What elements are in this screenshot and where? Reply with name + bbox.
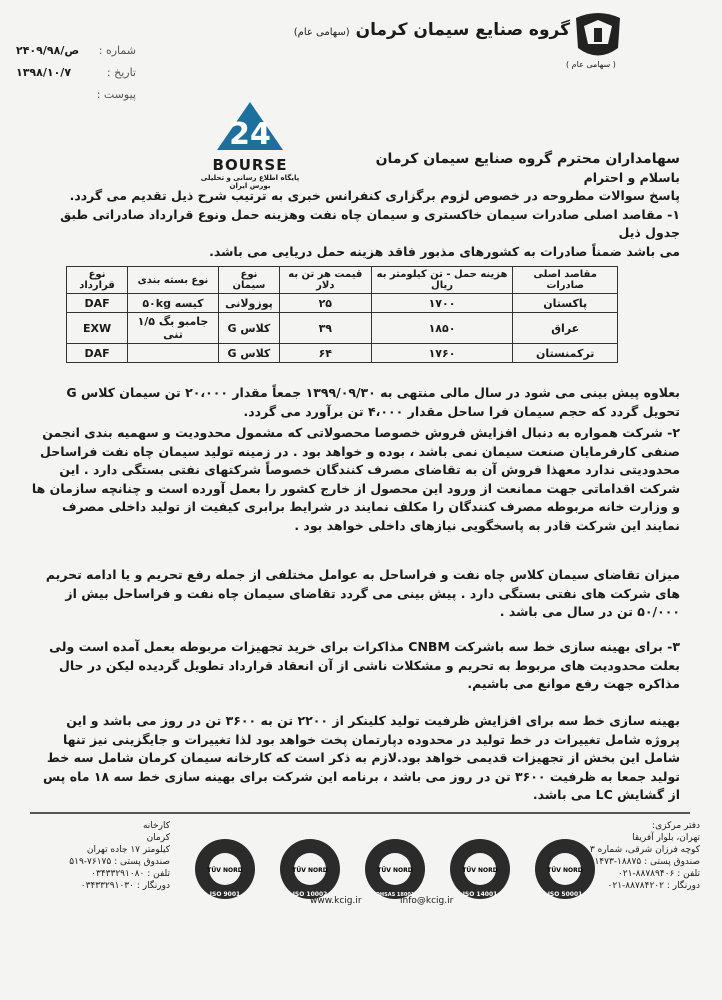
section-3: ۳- برای بهینه سازی خط سه باشرکت CNBM مذاکرات برای خرید تجهیزات مربوطه بعمل آمده است ولی بعلت محدودیت های مربوط به تحریم و مشکلات ناشی از آن انعقاد قرارداد تطویل گردیده لیکن در حال مذاکره جهت رفع موانع می باشیم. — [49, 639, 680, 691]
table-row: پاکستان ۱۷۰۰ ۲۵ پوزولانی کیسه ۵۰kg DAF — [67, 294, 618, 313]
iso-badge — [360, 834, 430, 904]
logo-subtitle: ( سهامی عام ) — [566, 60, 616, 69]
svg-text:TÜV NORD: TÜV NORD — [462, 867, 498, 874]
certificate-seal-icon — [190, 834, 260, 904]
iso-badge — [445, 834, 515, 904]
reference-block — [16, 40, 136, 106]
svg-text:ISO 10002: ISO 10002 — [292, 891, 328, 898]
bourse-logo-icon — [215, 100, 285, 152]
iso-badge — [275, 834, 345, 904]
col-packaging: نوع بسته بندی — [128, 267, 219, 294]
footer-divider — [30, 812, 690, 814]
col-cement-type: نوع سیمان — [218, 267, 279, 294]
svg-text:ISO 50001: ISO 50001 — [547, 891, 583, 898]
certificate-seal-icon — [275, 834, 345, 904]
ref-date: تاریخ : ۱۳۹۸/۱۰/۷ — [16, 66, 136, 79]
section-1-line-2: می باشد ضمناً صادرات به کشورهای مذبور فاقد هزینه حمل دریایی می باشد. — [209, 243, 680, 259]
export-table — [66, 266, 618, 363]
col-transport-cost: هزینه حمل - تن کیلومتر به ریال — [371, 267, 513, 294]
svg-text:24: 24 — [229, 117, 271, 152]
section-1-line-1: ۱- مقاصد اصلی صادرات سیمان خاکستری و سیمان چاه نفت وهزینه حمل ونوع قرارداد صادراتی طبق جدول ذیل — [60, 206, 680, 240]
bourse-name: BOURSE — [212, 156, 288, 174]
footer — [20, 820, 710, 920]
svg-text:OHSAS 18001: OHSAS 18001 — [375, 892, 415, 898]
certificate-seal-icon — [445, 834, 515, 904]
svg-text:TÜV NORD: TÜV NORD — [292, 867, 328, 874]
bourse-tagline: پایگاه اطلاع رسانی و تحلیلی بورس ایران — [200, 174, 300, 190]
svg-text:TÜV NORD: TÜV NORD — [377, 867, 413, 874]
ref-attachment: پیوست : — [96, 88, 136, 101]
svg-text:ISO 14001: ISO 14001 — [462, 891, 498, 898]
office-address: دفتر مرکزی: تهران، بلوار آفریقا کوچه فرزان شرقی، شماره ۳ صندوق پستی : ۱۸۸۷۵-۱۴۷۳ تلفن : ۸۸۷۸۹۴۰۶-۰۲۱ دورنگار : ۸۸۷۸۴۲۰۲-۰۲۱ — [589, 821, 700, 891]
svg-text:ISO 9001: ISO 9001 — [209, 891, 241, 898]
ref-number: شماره : ۲۴۰۹/ص/۹۸ — [16, 44, 136, 57]
factory-address: کارخانه کرمان کیلومتر ۱۷ جاده تهران صندوق پستی : ۷۶۱۷۵-۵۱۹ تلفن : ۰۳۴۳۳۲۹۱۰۸۰ دورنگار : ۰۳۴۳۳۲۹۱۰۳۰ — [69, 821, 170, 891]
website[interactable]: www.kcig.ir — [310, 896, 362, 906]
recipient: سهامداران محترم گروه صنایع سیمان کرمان — [375, 151, 680, 167]
section-2-demand: میزان تقاضای سیمان کلاس چاه نفت و فراساحل به عوامل مختلفی از جمله رفع تحریم و یا ادامه تحریم های شرکت های نفتی بستگی دارد . پیش بینی می گردد تقاضای سیمان چاه نفت و فراساحل بیش از ۵۰/۰۰۰ تن در سال می باشد . — [45, 567, 680, 619]
intro-text: پاسخ سوالات مطروحه در خصوص لزوم برگزاری کنفرانس خبری به ترتیب شرح ذیل تقدیم می گردد. — [69, 188, 680, 203]
certificate-seal-icon — [360, 834, 430, 904]
col-destination: مقاصد اصلی صادرات — [513, 267, 618, 294]
col-contract: نوع قرارداد — [67, 267, 128, 294]
section-2: ۲- شرکت همواره به دنبال افزایش فروش خصوصا محصولاتی که مشمول محدودیت و سهمیه بندی انجمن صنفی کارفرمایان صنعت سیمان نمی باشد ، بوده و خواهد بود . در زمینه تولید سیمان چاه نفت فراساحل محدودیتی ندارد معهذا فروش آن به تقاضای مصرف کنندگان خصوصاً شرکتهای نفتی بستگی دارد . این شرکت اقداماتی جهت ممانعت از ورود این محصول از خارج کشور را بعمل آورده است و چنانچه سازمان ها و وزارت خانه مربوطه مصرف کنندگان را مکلف نمایند در شرایط برابری کیفیت از تولید داخلی مصرف نمایند این شرکت قادر به پاسخگویی نیازهای داخلی خواهد بود . — [31, 425, 680, 533]
col-price: قیمت هر تن به دلار — [280, 267, 372, 294]
svg-text:TÜV NORD: TÜV NORD — [547, 867, 583, 874]
letter-opening — [30, 150, 680, 261]
table-row: ترکمنستان ۱۷۶۰ ۶۴ کلاس G DAF — [67, 344, 618, 363]
company-logo-icon — [568, 8, 628, 68]
iso-badge — [190, 834, 260, 904]
table-header-row — [67, 267, 618, 294]
table-row: عراق ۱۸۵۰ ۳۹ کلاس G جامبو بگ ۱/۵ تنی EXW — [67, 313, 618, 344]
email[interactable]: info@kcig.ir — [400, 896, 454, 906]
company-name: گروه صنایع سیمان کرمان (سهامی عام) — [293, 20, 570, 40]
after-table-text: بعلاوه پیش بینی می شود در سال مالی منتهی به ۱۳۹۹/۰۹/۳۰ جمعاً مقدار ۲۰،۰۰۰ تن سیمان کلاس G تحویل گردد که حجم سیمان فرا ساحل مقدار ۴،۰۰۰ تن برآورد می گردد. — [66, 385, 680, 419]
svg-text:TÜV NORD: TÜV NORD — [207, 867, 243, 874]
section-3-optimization: بهینه سازی خط سه برای افزایش ظرفیت تولید کلینکر از ۲۲۰۰ تن به ۳۶۰۰ تن در روز می باشد و این پروژه شامل تغییرات در خط تولید در محدوده دپارتمان پخت خواهد بود لذا تغییرات و جایگزینی نیز تنها شامل این بخش از تجهیزات قدیمی خواهد بود.لازم به ذکر است که کارخانه سیمان کرمان شامل سه خط تولید جمعا به ظرفیت ۳۶۰۰ تن در روز می باشد ، برنامه این شرکت برای بهینه سازی خط سه ۱۸ ماه پس از گشایش LC می باشد. — [43, 713, 680, 802]
greeting: باسلام و احترام — [583, 169, 680, 185]
